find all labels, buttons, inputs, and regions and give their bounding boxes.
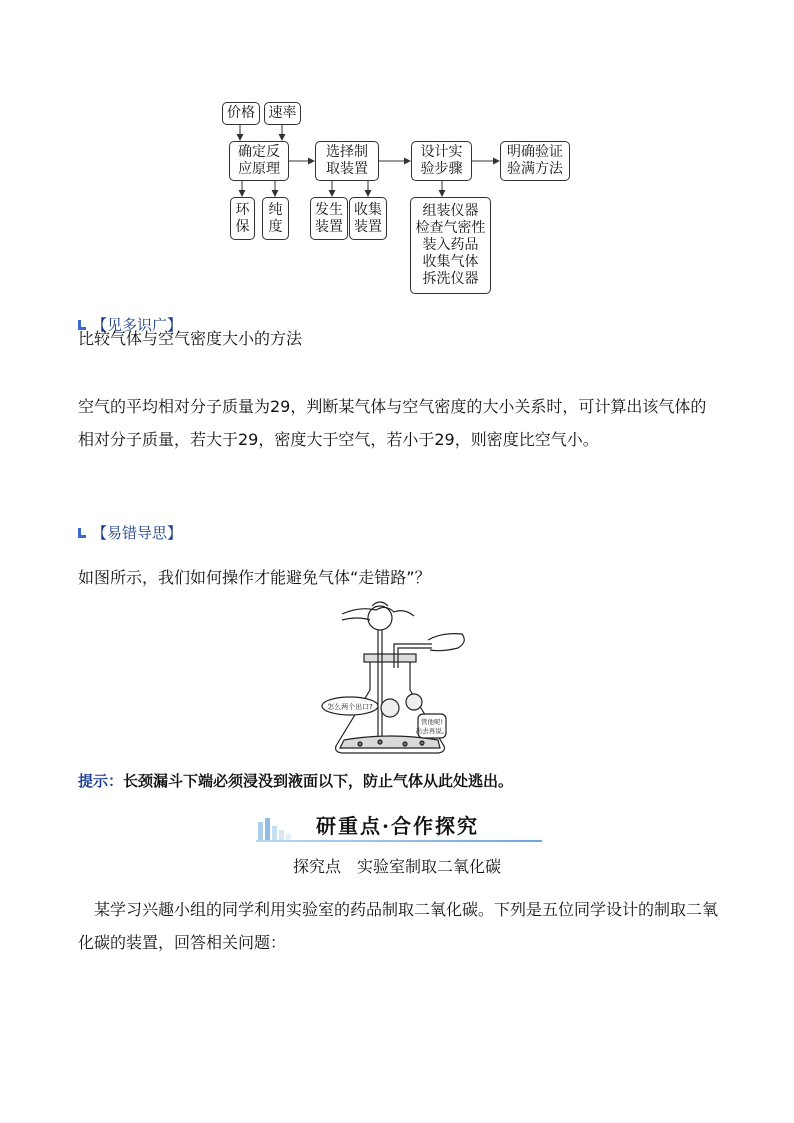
section1-title: 比较气体与空气密度大小的方法 — [78, 329, 303, 348]
skyline-decoration-icon — [256, 816, 302, 842]
section-banner — [256, 808, 542, 842]
flow-choose-line1: 选择制 — [326, 144, 368, 160]
flow-step-1: 组装仪器 — [422, 203, 479, 219]
flow-step-5: 拆洗仪器 — [422, 271, 479, 287]
flow-generator — [310, 197, 348, 240]
flow-principle-line2: 应原理 — [238, 161, 280, 177]
flow-choose — [315, 141, 379, 181]
section1-body: 空气的平均相对分子质量为29，判断某气体与空气密度的大小关系时，可计算出该气体的相对分子质量，若大于29，密度大于空气，若小于29，则密度比空气小。 — [78, 397, 707, 449]
flow-design-line2: 验步骤 — [420, 161, 463, 177]
flow-price-label: 价格 — [227, 105, 255, 121]
flow-env-line2: 保 — [235, 218, 250, 235]
hint-line — [78, 770, 513, 791]
flow-purity-line1: 纯 — [268, 201, 283, 218]
flow-design-line1: 设计实 — [420, 144, 463, 160]
flow-verify — [500, 141, 570, 181]
body-paragraph: 某学习兴趣小组的同学利用实验室的药品制取二氧化碳。下列是五位同学设计的制取二氧化碳的装置，回答相关问题： — [78, 900, 719, 952]
flask-apparatus-illustration — [320, 598, 470, 758]
section2-question: 如图所示，我们如何操作才能避免气体“走错路”？ — [78, 568, 431, 587]
flow-env — [230, 197, 255, 240]
flow-steps — [410, 197, 491, 294]
flow-rate — [264, 102, 301, 125]
flow-principle — [229, 141, 289, 181]
hint-text: 长颈漏斗下端必须浸没到液面以下，防止气体从此处逃出。 — [123, 772, 514, 790]
hint-label: 提示： — [78, 772, 124, 790]
flow-verify-line1: 明确验证 — [507, 144, 563, 160]
flow-env-line1: 环 — [235, 201, 250, 218]
flow-design — [411, 141, 472, 181]
flow-rate-label: 速率 — [268, 105, 297, 121]
flow-collector-line1: 收集 — [354, 201, 382, 218]
bubble-text-2b: 出去再说。 — [415, 727, 449, 735]
flow-principle-line1: 确定反 — [238, 144, 280, 160]
flow-generator-line2: 装置 — [315, 218, 343, 235]
flow-price — [222, 102, 260, 125]
bubble-text-2a: 管他呢! — [420, 718, 444, 726]
flow-collector-line2: 装置 — [354, 218, 382, 235]
banner-title: 研重点·合作探究 — [316, 814, 479, 838]
flow-purity-line2: 度 — [268, 218, 283, 235]
flow-step-2: 检查气密性 — [415, 220, 486, 236]
section-heading-knowledge-label: 【见多识广】 — [92, 316, 183, 334]
flow-step-4: 收集气体 — [422, 254, 479, 270]
banner-rule — [256, 840, 542, 842]
section-heading-misconception — [78, 522, 182, 543]
flow-verify-line2: 验满方法 — [507, 161, 563, 177]
flow-step-3: 装入药品 — [422, 237, 479, 253]
flow-choose-line2: 取装置 — [326, 161, 368, 177]
flowchart-connectors — [0, 0, 794, 300]
subheading: 探究点 实验室制取二氧化碳 — [292, 857, 501, 876]
bookmark-icon — [78, 528, 86, 538]
section-heading-misconception-label: 【易错导思】 — [92, 524, 183, 542]
flow-collector — [349, 197, 387, 240]
flow-generator-line1: 发生 — [315, 201, 343, 218]
flow-purity — [262, 197, 289, 240]
bubble-text-1: 怎么两个出口? — [327, 703, 373, 711]
